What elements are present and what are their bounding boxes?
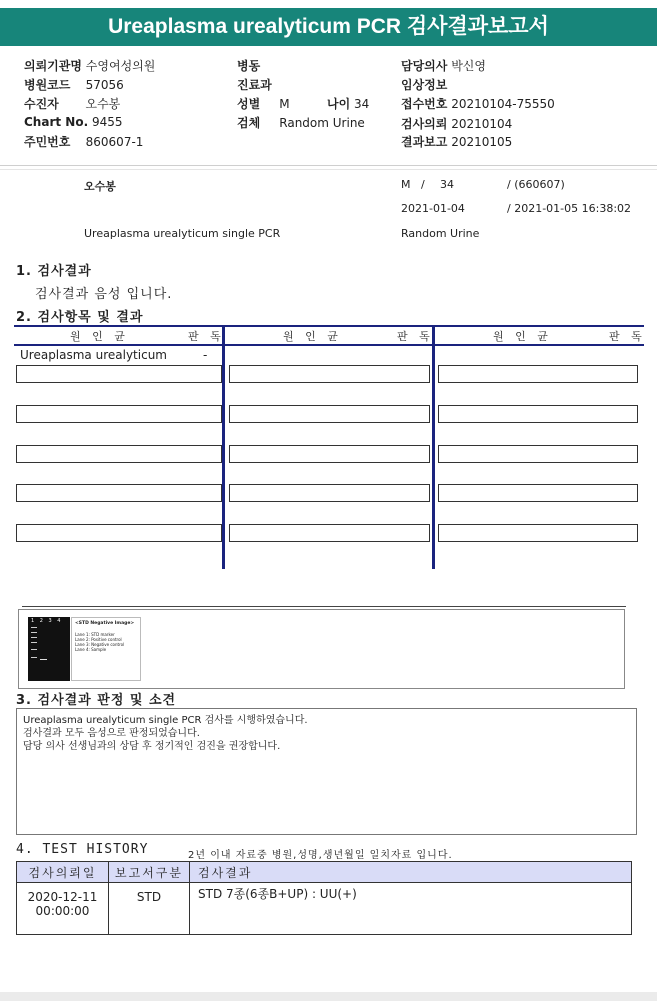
grid-result-cell xyxy=(438,484,638,502)
ward-row xyxy=(237,57,260,74)
history-col-type: 보고서구분 xyxy=(109,862,190,883)
grid-result-cell xyxy=(229,445,430,463)
section-1-title: 1. 검사결과 xyxy=(16,264,92,279)
resident-value: 860607-1 xyxy=(85,135,144,149)
pl-requested: 2021-01-04 xyxy=(401,202,465,215)
doctor-label: 담당의사 xyxy=(401,59,448,73)
gel-image xyxy=(28,617,70,681)
result-value: 20210105 xyxy=(451,135,513,149)
grid-top-line xyxy=(14,325,644,327)
age-row xyxy=(327,95,369,112)
col2-pathogen-header: 원 인 균 xyxy=(283,330,342,343)
receipt-value: 20210104-75550 xyxy=(451,97,555,111)
chart-row xyxy=(24,115,123,129)
col1-judge-header: 판 독 xyxy=(188,330,225,343)
pl-sex: M xyxy=(401,178,411,191)
section-1-text: 검사결과 음성 입니다. xyxy=(35,287,173,302)
grid-result-cell xyxy=(16,405,222,423)
specimen-label: 검체 xyxy=(237,116,261,130)
pl-specimen: Random Urine xyxy=(401,227,480,240)
history-col-result: 검사결과 xyxy=(190,862,632,883)
code-label: 병원코드 xyxy=(24,78,71,92)
grid-result-cell xyxy=(438,405,638,423)
clinical-label: 임상정보 xyxy=(401,78,448,92)
clinic-value: 수영여성의원 xyxy=(85,59,156,73)
doctor-value: 박신영 xyxy=(451,59,486,73)
pl-test-name: Ureaplasma urealyticum single PCR xyxy=(84,227,281,240)
col3-judge-header: 판 독 xyxy=(609,330,646,343)
resident-row xyxy=(24,133,143,150)
clinic-label: 의뢰기관명 xyxy=(24,59,82,73)
gel-band xyxy=(31,657,37,658)
section-2-title: 2. 검사항목 및 결과 xyxy=(16,310,144,325)
header-divider-2 xyxy=(0,169,657,170)
gel-band xyxy=(31,627,37,628)
gel-lane3: Lane 3: Negative control xyxy=(75,642,125,647)
grid-item-result: - xyxy=(203,348,208,362)
history-time: 00:00:00 xyxy=(35,904,90,918)
history-header-row xyxy=(17,862,632,883)
grid-result-cell xyxy=(438,524,638,542)
image-top-line xyxy=(22,606,626,607)
grid-result-cell xyxy=(229,524,430,542)
grid-item-name: Ureaplasma urealyticum xyxy=(20,348,167,362)
grid-result-cell xyxy=(229,484,430,502)
code-value: 57056 xyxy=(85,78,124,92)
receipt-label: 접수번호 xyxy=(401,97,448,111)
gel-band xyxy=(40,659,47,660)
chart-label: Chart No. xyxy=(24,115,89,129)
history-note: 2년 이내 자료중 병원,성명,생년월일 일치자료 입니다. xyxy=(188,850,453,861)
sex-label: 성별 xyxy=(237,97,261,111)
grid-result-cell xyxy=(438,445,638,463)
col3-pathogen-header: 원 인 균 xyxy=(493,330,552,343)
gel-lane-numbers: 1 2 3 4 xyxy=(31,618,63,624)
clinic-row xyxy=(24,57,155,74)
result-label: 결과보고 xyxy=(401,135,448,149)
specimen-value: Random Urine xyxy=(279,116,365,130)
code-row xyxy=(24,76,124,93)
grid-vline-1 xyxy=(222,325,225,569)
col1-pathogen-header: 원 인 균 xyxy=(70,330,129,343)
gel-lane4: Lane 4: Sample xyxy=(75,647,107,652)
gel-band xyxy=(31,632,37,633)
section-4-title: 4. TEST HISTORY xyxy=(16,842,149,857)
clinical-row xyxy=(401,76,447,93)
age-value: 34 xyxy=(354,97,370,111)
opinion-box xyxy=(16,708,637,835)
history-table xyxy=(16,861,632,935)
history-date-cell xyxy=(17,883,109,935)
table-row xyxy=(17,883,632,935)
history-date: 2020-12-11 xyxy=(27,890,98,904)
patient-row xyxy=(24,95,120,112)
gel-lane2: Lane 2: Positive control xyxy=(75,637,122,642)
gel-lane1: Lane 1: STD marker xyxy=(75,632,115,637)
gel-caption xyxy=(71,617,141,681)
dept-label: 진료과 xyxy=(237,78,272,92)
ward-label: 병동 xyxy=(237,59,261,73)
request-row xyxy=(401,115,512,132)
opinion-line-3: 담당 의사 선생님과의 상담 후 정기적인 검진을 권장합니다. xyxy=(23,741,281,752)
sex-value: M xyxy=(279,97,290,111)
dept-row xyxy=(237,76,272,93)
grid-result-cell xyxy=(16,484,222,502)
pl-slash: / xyxy=(421,178,425,191)
header-divider xyxy=(0,165,657,166)
gel-band xyxy=(31,637,37,638)
request-label: 검사의뢰 xyxy=(401,117,448,131)
patient-label: 수진자 xyxy=(24,97,59,111)
grid-result-cell xyxy=(16,524,222,542)
grid-result-cell xyxy=(229,405,430,423)
pl-reported: / 2021-01-05 16:38:02 xyxy=(507,202,632,215)
opinion-line-1: Ureaplasma urealyticum single PCR 검사를 시행하였습니다. xyxy=(23,715,308,726)
doctor-row xyxy=(401,57,486,74)
history-result: STD 7종(6종B+UP) : UU(+) xyxy=(190,883,632,935)
grid-result-cell xyxy=(16,445,222,463)
history-type: STD xyxy=(109,883,190,935)
grid-result-cell xyxy=(438,365,638,383)
patient-value: 오수봉 xyxy=(85,97,121,111)
grid-header-line xyxy=(14,344,644,346)
grid-vline-2 xyxy=(432,325,435,569)
pl-name: 오수봉 xyxy=(84,180,116,193)
opinion-line-2: 검사결과 모두 음성으로 판정되었습니다. xyxy=(23,728,200,739)
col2-judge-header: 판 독 xyxy=(397,330,434,343)
history-col-date: 검사의뢰일 xyxy=(17,862,109,883)
age-label: 나이 xyxy=(327,97,351,111)
grid-result-cell xyxy=(16,365,222,383)
section-3-title: 3. 검사결과 판정 및 소견 xyxy=(16,693,177,708)
chart-value: 9455 xyxy=(91,115,123,129)
receipt-row xyxy=(401,95,555,112)
pl-birth: / (660607) xyxy=(507,178,565,191)
resident-label: 주민번호 xyxy=(24,135,71,149)
sex-row xyxy=(237,95,290,112)
result-row xyxy=(401,133,512,150)
report-title: Ureaplasma urealyticum PCR 검사결과보고서 xyxy=(0,8,657,46)
gel-caption-title: <STD Negative Image> xyxy=(75,621,135,626)
gel-band xyxy=(31,649,37,650)
pl-age: 34 xyxy=(440,178,454,191)
request-value: 20210104 xyxy=(451,117,513,131)
grid-result-cell xyxy=(229,365,430,383)
specimen-row xyxy=(237,114,365,131)
footer-band xyxy=(0,992,657,1001)
gel-band xyxy=(31,642,37,643)
